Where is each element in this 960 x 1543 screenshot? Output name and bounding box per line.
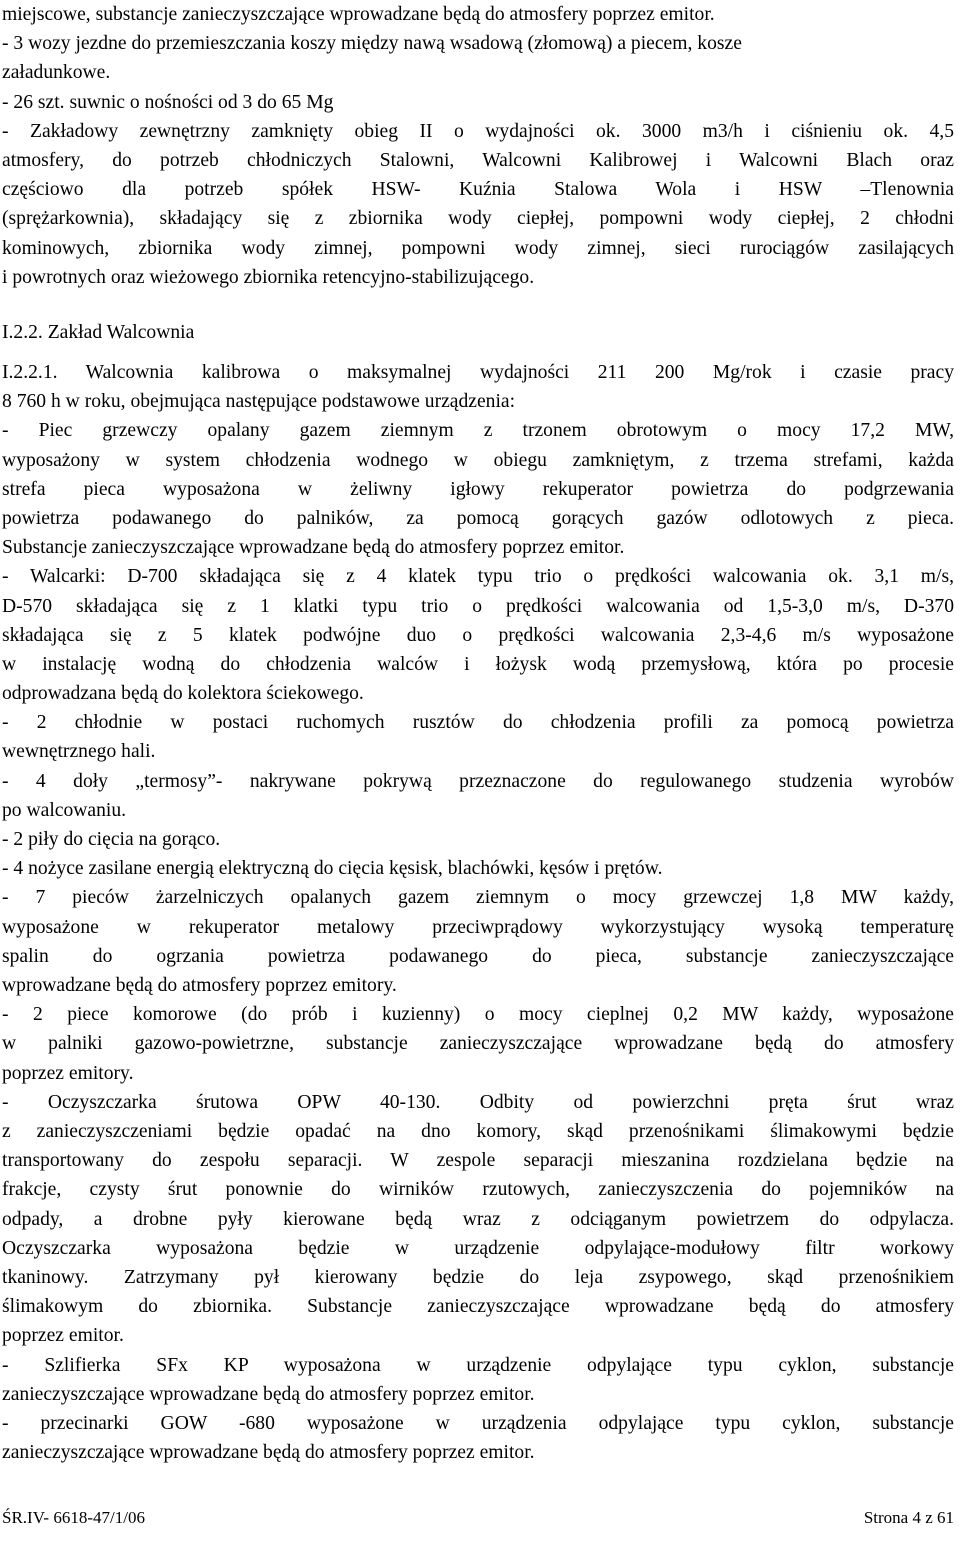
main-paragraph-line: tkaninowy. Zatrzymany pył kierowany będzie do leja zsypowego, skąd przenośnikiem <box>2 1266 954 1288</box>
main-paragraph-line: D-570 składająca się z 1 klatki typu trio o prędkości walcowania od 1,5-3,0 m/s, D-370 <box>2 595 954 617</box>
main-paragraph-line: zanieczyszczające wprowadzane będą do atmosfery poprzez emitor. <box>2 1383 535 1405</box>
main-paragraph-line: - przecinarki GOW -680 wyposażone w urządzenia odpylające typu cyklon, substancje <box>2 1412 954 1434</box>
section-heading: I.2.2. Zakład Walcownia <box>2 322 195 343</box>
top-paragraph-line: (sprężarkownia), składający się z zbiornika wody ciepłej, pompowni wody ciepłej, 2 chłodni <box>2 208 954 230</box>
main-paragraph-line: - Szlifierka SFx KP wyposażona w urządzenie odpylające typu cyklon, substancje <box>2 1354 954 1376</box>
main-paragraph-line: - Walcarki: D-700 składająca się z 4 klatek typu trio o prędkości walcowania ok. 3,1 m/s, <box>2 566 954 588</box>
main-paragraph-line: w palniki gazowo-powietrzne, substancje zanieczyszczające wprowadzane będą do atmosfery <box>2 1033 954 1055</box>
main-paragraph-line: - Oczyszczarka śrutowa OPW 40-130. Odbity od powierzchni pręta śrut wraz <box>2 1091 954 1113</box>
main-paragraph-line: odprowadzana będą do kolektora ściekowego. <box>2 683 364 705</box>
main-paragraph-line: 8 760 h w roku, obejmująca następujące podstawowe urządzenia: <box>2 391 516 413</box>
main-paragraph-line: poprzez emitor. <box>2 1325 124 1347</box>
footer-page-number: Strona 4 z 61 <box>863 1508 954 1527</box>
main-paragraph-line: I.2.2.1. Walcownia kalibrowa o maksymalnej wydajności 211 200 Mg/rok i czasie pracy <box>2 362 954 383</box>
top-paragraph <box>2 0 954 292</box>
main-paragraph-line: wewnętrznego hali. <box>2 741 156 763</box>
main-paragraph-line: wprowadzane będą do atmosfery poprzez emitory. <box>2 975 397 997</box>
main-paragraph-line: - 2 piły do cięcia na gorąco. <box>2 829 221 851</box>
main-paragraph-line: - 4 doły „termosy”- nakrywane pokrywą przeznaczone do regulowanego studzenia wyrobów <box>2 770 954 792</box>
footer-doc-ref: ŚR.IV- 6618-47/1/06 <box>2 1508 145 1527</box>
main-paragraph-line: wyposażony w system chłodzenia wodnego w obiegu zamkniętym, z trzema strefami, każda <box>2 449 954 471</box>
main-paragraph-line: wyposażone w rekuperator metalowy przeciwprądowy wykorzystujący wysoką temperaturę <box>2 916 954 938</box>
main-paragraph <box>2 358 954 1467</box>
main-paragraph-line: - 4 nożyce zasilane energią elektryczną do cięcia kęsisk, blachówki, kęsów i prętów. <box>2 858 663 880</box>
top-paragraph-line: - 26 szt. suwnic o nośności od 3 do 65 Mg <box>2 91 334 113</box>
top-paragraph-line: kominowych, zbiornika wody zimnej, pompowni wody zimnej, sieci rurociągów zasilających <box>2 237 954 259</box>
main-paragraph-line: odpady, a drobne pyły kierowane będą wraz z odciąganym powietrzem do odpylacza. <box>2 1208 954 1230</box>
main-paragraph-line: Oczyszczarka wyposażona będzie w urządzenie odpylające-modułowy filtr workowy <box>2 1237 954 1259</box>
main-paragraph-line: - 7 pieców żarzelniczych opalanych gazem ziemnym o mocy grzewczej 1,8 MW każdy, <box>2 887 954 909</box>
main-paragraph-line: spalin do ogrzania powietrza podawanego do pieca, substancje zanieczyszczające <box>2 945 954 967</box>
main-paragraph-line: poprzez emitory. <box>2 1062 134 1084</box>
main-paragraph-line: transportowany do zespołu separacji. W zespole separacji mieszanina rozdzielana będzie na <box>2 1150 954 1172</box>
main-paragraph-line: - Piec grzewczy opalany gazem ziemnym z trzonem obrotowym o mocy 17,2 MW, <box>2 420 954 442</box>
top-paragraph-line: miejscowe, substancje zanieczyszczające wprowadzane będą do atmosfery poprzez emitor. <box>2 4 715 25</box>
top-paragraph-line: i powrotnych oraz wieżowego zbiornika retencyjno-stabilizującego. <box>2 266 535 288</box>
main-paragraph-line: - 2 piece komorowe (do prób i kuzienny) o mocy cieplnej 0,2 MW każdy, wyposażone <box>2 1004 954 1026</box>
top-paragraph-line: załadunkowe. <box>2 62 111 84</box>
main-paragraph-line: powietrza podawanego do palników, za pomocą gorących gazów odlotowych z pieca. <box>2 507 954 529</box>
top-paragraph-line: - 3 wozy jezdne do przemieszczania koszy między nawą wsadową (złomową) a piecem, kosze <box>2 33 742 55</box>
main-paragraph-line: zanieczyszczające wprowadzane będą do atmosfery poprzez emitor. <box>2 1442 535 1464</box>
top-paragraph-line: częściowo dla potrzeb spółek HSW- Kuźnia Stalowa Wola i HSW –Tlenownia <box>2 179 954 201</box>
main-paragraph-line: po walcowaniu. <box>2 799 127 821</box>
main-paragraph-line: z zanieczyszczeniami będzie opadać na dno komory, skąd przenośnikami ślimakowymi będzie <box>2 1121 954 1143</box>
main-paragraph-line: frakcje, czysty śrut ponownie do wirników rzutowych, zanieczyszczenia do pojemników na <box>2 1179 954 1201</box>
top-paragraph-line: atmosfery, do potrzeb chłodniczych Stalowni, Walcowni Kalibrowej i Walcowni Blach oraz <box>2 150 954 171</box>
top-paragraph-line: - Zakładowy zewnętrzny zamknięty obieg II o wydajności ok. 3000 m3/h i ciśnieniu ok. 4,5 <box>2 120 954 142</box>
main-paragraph-line: Substancje zanieczyszczające wprowadzane będą do atmosfery poprzez emitor. <box>2 537 625 559</box>
main-paragraph-line: ślimakowym do zbiornika. Substancje zanieczyszczające wprowadzane będą do atmosfery <box>2 1296 954 1318</box>
main-paragraph-line: strefa pieca wyposażona w żeliwny igłowy rekuperator powietrza do podgrzewania <box>2 478 954 500</box>
main-paragraph-line: - 2 chłodnie w postaci ruchomych rusztów do chłodzenia profili za pomocą powietrza <box>2 712 954 734</box>
main-paragraph-line: składająca się z 5 klatek podwójne duo o prędkości walcowania 2,3-4,6 m/s wyposażone <box>2 624 954 646</box>
main-paragraph-line: w instalację wodną do chłodzenia walców i łożysk wodą przemysłową, która po procesie <box>2 653 954 675</box>
